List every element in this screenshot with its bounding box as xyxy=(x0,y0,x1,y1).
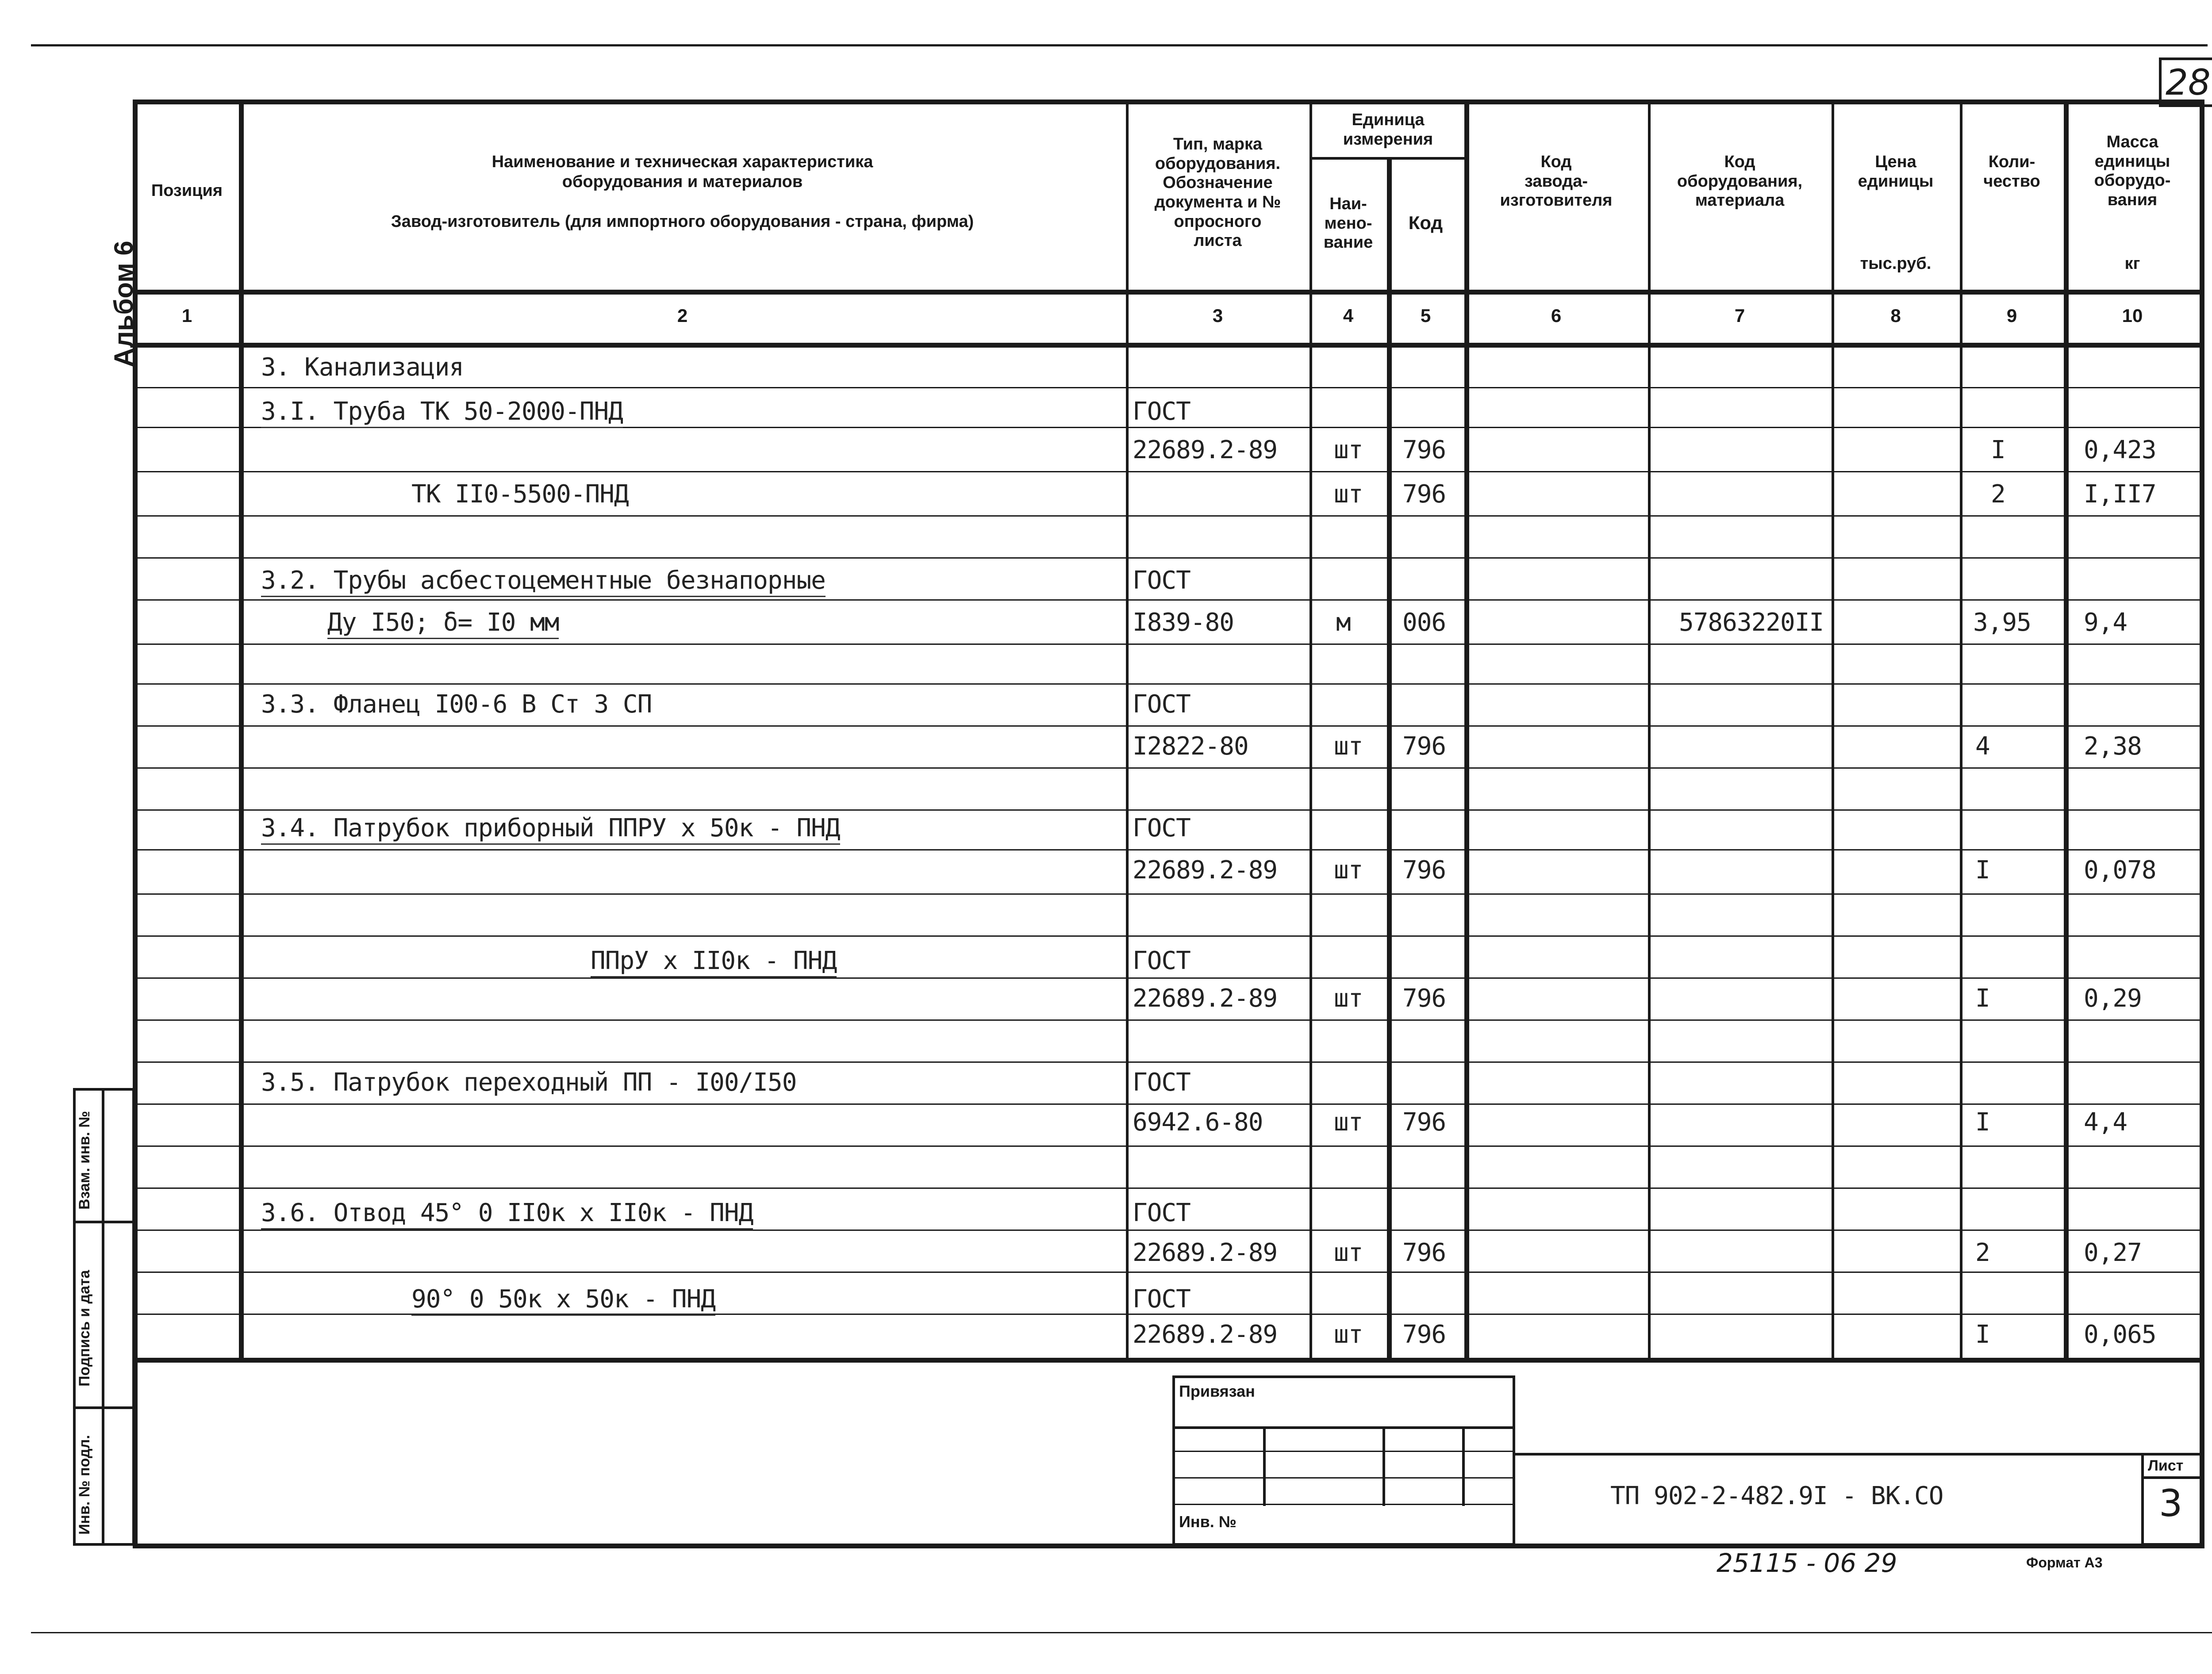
row-mass: 9,4 xyxy=(2084,608,2128,637)
col-number-1: 1 xyxy=(181,305,192,326)
row-material-code: 57863220II xyxy=(1679,608,1824,637)
sheet-number: 3 xyxy=(2159,1482,2183,1525)
header-unit-code: Код xyxy=(1408,212,1443,233)
col-number-9: 9 xyxy=(2006,305,2017,326)
row-code: 006 xyxy=(1402,608,1446,637)
format-label: Формат А3 xyxy=(2026,1555,2103,1571)
row-code: 796 xyxy=(1402,436,1446,464)
binding-label: Привязан xyxy=(1179,1382,1255,1400)
row-type: ГОСТ xyxy=(1133,1199,1190,1227)
row-type: ГОСТ xyxy=(1133,397,1190,426)
row-unit: шт xyxy=(1334,1108,1363,1137)
row-unit: шт xyxy=(1334,436,1363,464)
col-number-7: 7 xyxy=(1734,305,1745,326)
header-unit-group: Единица измерения xyxy=(1343,111,1433,149)
header-factory-code: Код завода- изготовителя xyxy=(1500,153,1613,210)
row-mass: 0,078 xyxy=(2084,856,2156,885)
row-code: 796 xyxy=(1402,984,1446,1013)
row-unit: шт xyxy=(1334,984,1363,1013)
row-type: ГОСТ xyxy=(1133,1068,1190,1097)
col-number-10: 10 xyxy=(2122,305,2143,326)
row-code: 796 xyxy=(1402,732,1446,761)
row-type: ГОСТ xyxy=(1133,690,1190,719)
header-price: Цена единицы xyxy=(1858,153,1934,191)
row-code: 796 xyxy=(1402,856,1446,885)
row-code: 796 xyxy=(1402,480,1446,509)
row-code: 796 xyxy=(1402,1320,1446,1349)
header-quantity: Коли- чество xyxy=(1983,153,2040,191)
row-type: I2822-80 xyxy=(1133,732,1248,761)
row-qty: I xyxy=(1975,1108,1990,1137)
header-name-line2: оборудования и материалов xyxy=(562,172,803,191)
row-unit: шт xyxy=(1334,732,1363,761)
row-name: 3.2. Трубы асбестоцементные безнапорные xyxy=(261,566,826,597)
row-name: 3.I. Труба ТК 50-2000-ПНД xyxy=(261,397,623,428)
row-code: 796 xyxy=(1402,1108,1446,1137)
row-type: 22689.2-89 xyxy=(1133,984,1278,1013)
row-name: 3.4. Патрубок приборный ППРУ x 50к - ПНД xyxy=(261,814,840,845)
sheet-label: Лист xyxy=(2148,1457,2184,1474)
row-name: ТК II0-5500-ПНД xyxy=(411,480,629,509)
row-type: ГОСТ xyxy=(1133,566,1190,595)
row-qty: I xyxy=(1975,984,1990,1013)
row-name: 3.3. Фланец I00-6 В Ст 3 СП xyxy=(261,690,652,719)
row-mass: 0,27 xyxy=(2084,1238,2142,1267)
row-unit: шт xyxy=(1334,480,1363,509)
row-mass: 2,38 xyxy=(2084,732,2142,761)
row-code: 796 xyxy=(1402,1238,1446,1267)
table-top-border xyxy=(133,100,2203,104)
row-unit: шт xyxy=(1334,1238,1363,1267)
document-code: ТП 902-2-482.9I - ВК.СО xyxy=(1610,1482,1943,1510)
inv-number-label: Инв. № xyxy=(1179,1513,1237,1531)
stamp-signature-label: Подпись и дата xyxy=(76,1270,93,1387)
stamp-vzam-label: Взам. инв. № xyxy=(76,1111,93,1210)
row-mass: 4,4 xyxy=(2084,1108,2128,1137)
header-name-line1: Наименование и техническая характеристика xyxy=(492,153,873,171)
header-position: Позиция xyxy=(151,181,223,200)
row-type: 22689.2-89 xyxy=(1133,1320,1278,1349)
header-material-code: Код оборудования, материала xyxy=(1677,153,1803,210)
header-type: Тип, марка оборудования. Обозначение документа и № опросного листа xyxy=(1154,135,1281,250)
row-name: Ду I50; δ= I0 мм xyxy=(327,608,559,639)
row-mass: 0,29 xyxy=(2084,984,2142,1013)
row-qty: 2 xyxy=(1975,1238,1990,1267)
row-mass: 0,065 xyxy=(2084,1320,2156,1349)
page-number: 28 xyxy=(2166,62,2211,103)
col-number-8: 8 xyxy=(1890,305,1901,326)
row-type: ГОСТ xyxy=(1133,946,1190,975)
header-price-unit: тыс.руб. xyxy=(1860,254,1932,273)
row-qty: I xyxy=(1991,436,2005,464)
row-name: ППрУ x II0к - ПНД xyxy=(591,946,837,977)
album-label: Альбом 6 xyxy=(109,241,138,367)
col-number-2: 2 xyxy=(677,305,688,326)
row-name: 3.6. Отвод 45° 0 II0к x II0к - ПНД xyxy=(261,1199,753,1230)
row-type: I839-80 xyxy=(1133,608,1234,637)
row-type: 22689.2-89 xyxy=(1133,1238,1278,1267)
row-mass: I,II7 xyxy=(2084,480,2156,509)
row-type: ГОСТ xyxy=(1133,814,1190,843)
header-name-line3: Завод-изготовитель (для импортного оборудования - страна, фирма) xyxy=(391,212,974,231)
row-type: 6942.6-80 xyxy=(1133,1108,1263,1137)
stamp-inv-label: Инв. № подл. xyxy=(76,1435,93,1535)
row-qty: I xyxy=(1975,1320,1990,1349)
col-number-3: 3 xyxy=(1212,305,1223,326)
row-qty: 2 xyxy=(1991,480,2005,509)
col-number-4: 4 xyxy=(1343,305,1354,326)
row-type: 22689.2-89 xyxy=(1133,436,1278,464)
row-qty: I xyxy=(1975,856,1990,885)
handwritten-number: 25115 - 06 29 xyxy=(1717,1548,1897,1578)
col-number-5: 5 xyxy=(1420,305,1431,326)
row-unit: шт xyxy=(1334,1320,1363,1349)
row-unit: м xyxy=(1336,608,1351,637)
row-mass: 0,423 xyxy=(2084,436,2156,464)
header-mass-unit: кг xyxy=(2124,254,2140,273)
row-qty: 3,95 xyxy=(1973,608,2031,637)
row-type: ГОСТ xyxy=(1133,1285,1190,1314)
header-unit-name: Наи- мено- вание xyxy=(1323,195,1373,252)
row-qty: 4 xyxy=(1975,732,1990,761)
col-number-6: 6 xyxy=(1551,305,1562,326)
row-unit: шт xyxy=(1334,856,1363,885)
row-name: 3. Канализация xyxy=(261,353,464,382)
row-type: 22689.2-89 xyxy=(1133,856,1278,885)
row-name: 3.5. Патрубок переходный ПП - I00/I50 xyxy=(261,1068,797,1097)
header-mass: Масса единицы оборудо- вания xyxy=(2094,133,2171,210)
row-name: 90° 0 50к x 50к - ПНД xyxy=(411,1285,715,1316)
